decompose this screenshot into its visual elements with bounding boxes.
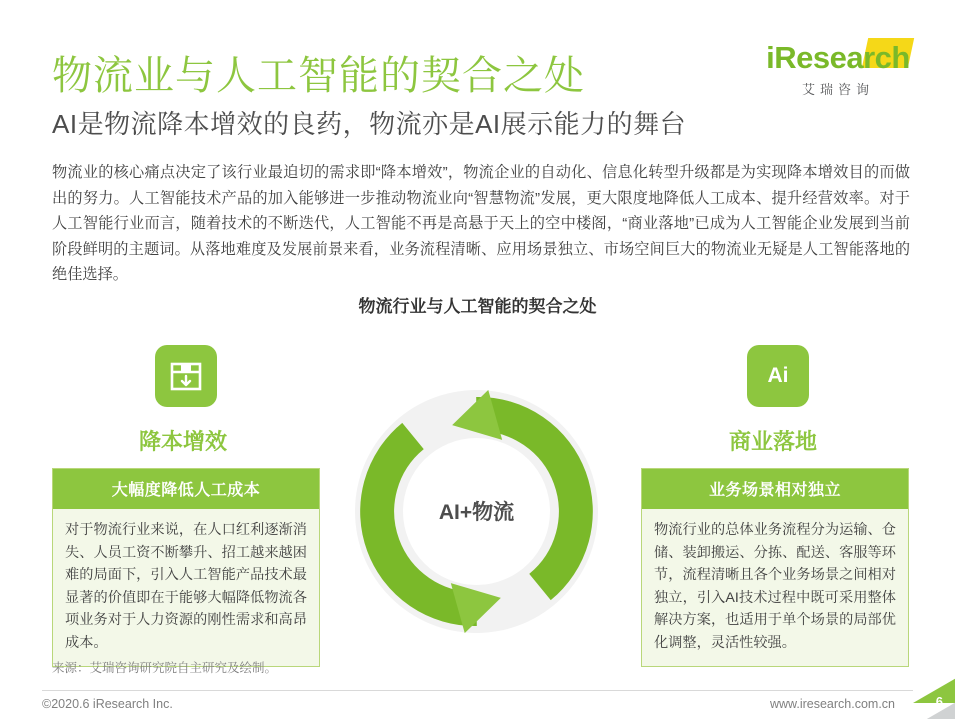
ai-chip-icon: [747, 345, 809, 407]
left-column-heading: 降本增效: [139, 429, 228, 454]
page-subtitle: AI是物流降本增效的良药，物流亦是AI展示能力的舞台: [52, 109, 687, 139]
left-card-header: 大幅度降低人工成本: [53, 469, 319, 509]
right-column-heading: 商业落地: [729, 429, 818, 454]
page-number: 6: [935, 694, 943, 709]
logo-text-i: i: [766, 40, 775, 75]
box-package-icon: [155, 345, 217, 407]
left-card-body: 对于物流行业来说，在人口红利逐渐消失、人员工资不断攀升、招工越来越困难的局面下，引入人工智能产品技术最显著的价值即在于能够大幅降低物流各项业务对于人力资源的刚性需求和高昂成本。: [65, 522, 307, 651]
corner-gray-triangle: [913, 697, 955, 719]
iresearch-logo: [763, 38, 913, 100]
right-card-body: 物流行业的总体业务流程分为运输、仓储、装卸搬运、分拣、配送、客服等环节，流程清晰且各个业务场景之间相对独立，引入AI技术过程中既可采用整体解决方案，也适用于单个场景的局部优化调整，灵活性较强。: [654, 522, 896, 651]
right-card: [641, 468, 909, 667]
footer-website[interactable]: www.iresearch.com.cn: [769, 697, 895, 711]
footer-copyright: ©2020.6 iResearch Inc.: [42, 697, 173, 711]
page-title: 物流业与人工智能的契合之处: [52, 54, 585, 98]
source-note: 来源：艾瑞咨询研究院自主研究及绘制。: [52, 661, 278, 675]
center-cycle-graphic: [355, 390, 598, 633]
left-card: [52, 468, 320, 667]
chart-title: 物流行业与人工智能的契合之处: [358, 297, 597, 316]
body-paragraph: 物流业的核心痛点决定了该行业最迫切的需求即“降本增效”，物流企业的自动化、信息化转型升级都是为实现降本增效目的而做出的努力。人工智能技术产品的加入能够进一步推动物流业向“智慧物流”发展，更大限度地降低人工成本、提升经营效率。对于人工智能行业而言，随着技术的不断迭代，人工智能不再是高悬于天上的空中楼阁，“商业落地”已成为人工智能企业发展到当前阶段鲜明的主题词。从落地难度及发展前景来看，业务流程清晰、应用场景独立、市场空间巨大的物流业无疑是人工智能落地的绝佳选择。: [52, 164, 910, 283]
right-card-header: 业务场景相对独立: [642, 469, 908, 509]
footer-divider: [42, 690, 913, 691]
ai-icon-label: Ai: [767, 364, 789, 387]
logo-subtitle: 艾瑞咨询: [801, 82, 874, 97]
corner-decoration: [895, 657, 955, 719]
logo-text: [763, 38, 913, 78]
logo-text-main: Research: [774, 40, 910, 75]
center-label: AI+物流: [438, 501, 515, 524]
